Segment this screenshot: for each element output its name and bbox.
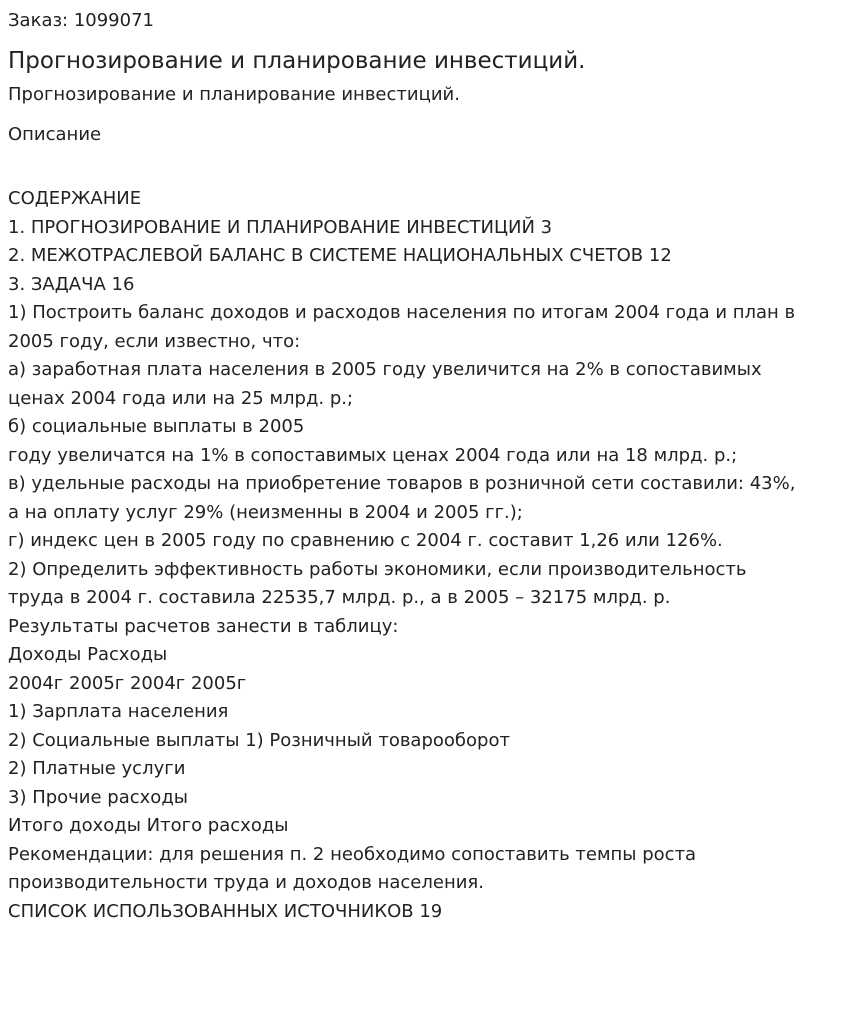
content-line: труда в 2004 г. составила 22535,7 млрд. р., а в 2005 – 32175 млрд. р. [8,587,671,608]
content-line: 2) Платные услуги [8,758,186,779]
content-line: 2) Социальные выплаты 1) Розничный товарооборот [8,729,510,751]
content-line: а) заработная плата населения в 2005 году увеличится на 2% в сопоставимых [8,359,762,380]
content-line: а на оплату услуг 29% (неизменны в 2004 и 2005 гг.); [8,501,523,523]
content-line: Рекомендации: для решения п. 2 необходимо сопоставить темпы роста [8,843,697,865]
content-line: Доходы Расходы [8,644,168,665]
content-line: СПИСОК ИСПОЛЬЗОВАННЫХ ИСТОЧНИКОВ 19 [8,900,443,922]
page-title: Прогнозирование и планирование инвестиций. [8,48,586,74]
content-line: Результаты расчетов занести в таблицу: [8,615,399,637]
content-line: г) индекс цен в 2005 году по сравнению с 2004 г. составит 1,26 или 126%. [8,530,723,551]
order-number: Заказ: 1099071 [8,10,154,31]
content-line: 2005 году, если известно, что: [8,330,301,352]
description-content [8,185,839,926]
content-line: в) удельные расходы на приобретение товаров в розничной сети составили: 43%, [8,473,796,494]
content-line: 2. МЕЖОТРАСЛЕВОЙ БАЛАНС В СИСТЕМЕ НАЦИОНАЛЬНЫХ СЧЕТОВ 12 [8,245,672,266]
content-line: 2) Определить эффективность работы экономики, если производительность [8,558,747,580]
content-line: Итого доходы Итого расходы [8,815,289,836]
content-line: 3. ЗАДАЧА 16 [8,273,135,295]
content-line: 1. ПРОГНОЗИРОВАНИЕ И ПЛАНИРОВАНИЕ ИНВЕСТИЦИЙ 3 [8,216,553,238]
content-line: 3) Прочие расходы [8,786,188,808]
content-line: б) социальные выплаты в 2005 [8,416,305,437]
content-line: 1) Построить баланс доходов и расходов населения по итогам 2004 года и план в [8,302,796,323]
page-subtitle: Прогнозирование и планирование инвестиций. [8,84,460,105]
content-line: 2004г 2005г 2004г 2005г [8,672,247,694]
content-line: ценах 2004 года или на 25 млрд. р.; [8,387,354,409]
content-line: производительности труда и доходов населения. [8,872,484,893]
content-line: 1) Зарплата населения [8,701,229,722]
content-line: году увеличатся на 1% в сопоставимых ценах 2004 года или на 18 млрд. р.; [8,444,738,466]
description-heading: Описание [8,124,102,145]
content-line: СОДЕРЖАНИЕ [8,188,142,209]
